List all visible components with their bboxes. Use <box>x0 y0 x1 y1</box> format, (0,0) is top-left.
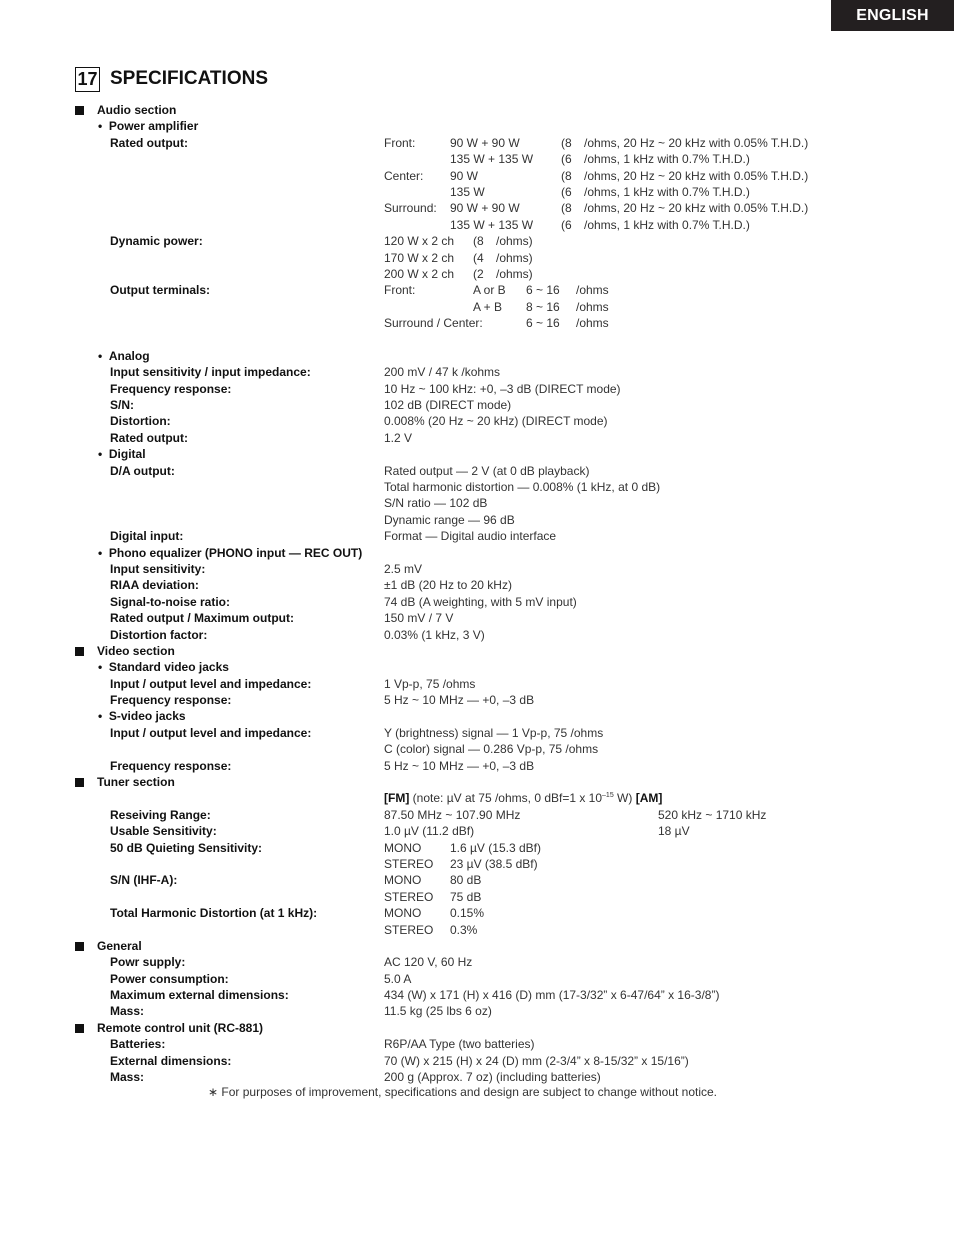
section-header-tuner: Tuner section <box>97 775 175 790</box>
section-number: 17 <box>75 67 100 92</box>
section-bullet <box>75 1024 84 1033</box>
bullet-digital: • Digital <box>98 447 146 462</box>
footnote: ∗ For purposes of improvement, specifications and design are subject to change without notice. <box>208 1085 717 1099</box>
surround-label: Surround: <box>384 201 437 216</box>
language-tab: ENGLISH <box>831 0 954 31</box>
bullet-analog: • Analog <box>98 348 150 363</box>
bullet-s-video: • S-video jacks <box>98 709 186 724</box>
front-label: Front: <box>384 135 416 150</box>
page-title: SPECIFICATIONS <box>110 68 268 89</box>
section-bullet <box>75 647 84 656</box>
dynamic-power-label: Dynamic power: <box>110 234 203 249</box>
section-header-video: Video section <box>97 643 175 658</box>
section-bullet <box>75 778 84 787</box>
fm-header: [FM] (note: µV at 75 /ohms, 0 dBf=1 x $10^{-15}$ W) [AM] <box>384 791 663 806</box>
section-header-remote: Remote control unit (RC-881) <box>97 1020 264 1035</box>
bullet-standard-video: • Standard video jacks <box>98 660 229 675</box>
page-header <box>75 66 268 92</box>
section-bullet <box>75 106 84 115</box>
specifications-list: Audio section • Power amplifier Rated output: Front: 90 W + 90 W (8 /ohms, 20 Hz ~ 20 kHz with 0.05% T.H.D.) 135 W + 135 W (6 /ohms, 1 kHz with 0.7% T.H.D.) Center: 90 W (8 /ohms, 20 Hz ~ 20 kHz with 0.05% T.H.D.) 135 W (6 /ohms, 1 kHz with 0.7% T.H.D.) Surround: 90 W + 90 W (8 /ohms, 20 Hz ~ 20 kHz with 0.05% T.H.D.) 135 W + 135 W (6 /ohms, 1 kHz with 0.7% T.H.D.) Dynamic power: 120 W x 2 ch (8 /ohms) 170 W x 2 ch (4 /ohms) 200 W x 2 ch (2 /ohms) Output terminals: Front: A or B 6 ~ 16 /ohms A + B 8 ~ 16 /ohms Surround / Center: 6 ~ 16 /ohms • Analog Input sensitivity / input impedance: 200 mV / 47 k /kohms Frequency response: 10 Hz ~ 100 kHz: +0, –3 dB (DIRECT mode) S/N: 102 dB (DIRECT mode) Distortion: 0.008% (20 Hz ~ 20 kHz) (DIRECT mode) Rated output: 1.2 V • Digital D/A output: Rated output — 2 V (at 0 dB playback) Total harmonic distortion — 0.008% (1 kHz, at 0 dB) S/N ratio — 102 dB Dynamic range — 96 dB Digital input: Format — Digital audio interface • Phono equalizer (PHONO input — REC OUT) Input sensitivity: 2.5 mV RIAA deviation: ±1 dB (20 Hz to 20 kHz) Signal-to-noise ratio: 74 dB (A weighting, with 5 mV input) Rated output / Maximum output: 150 mV / 7 V Distortion factor: 0.03% (1 kHz, 3 V) Video section • Standard video jacks Input / output level and impedance: 1 Vp-p, 75 /ohms Frequency response: 5 Hz ~ 10 MHz — +0, –3 dB • S-video jacks Input / output level and impedance: Y (brightness) signal — 1 Vp-p, 75 /ohms C (color) signal — 0.286 Vp-p, 75 /ohms Frequency response: 5 Hz ~ 10 MHz — +0, –3 dB Tuner section [FM] (note: µV at 75 /ohms, 0 dBf=1 x $10^{-15}$ W) [AM] Reseiving Range: 87.50 MHz ~ 107.90 MHz 520 kHz ~ 1710 kHz Usable Sensitivity: 1.0 µV (11.2 dBf) 18 µV 50 dB Quieting Sensitivity: MONO 1.6 µV (15.3 dBf) STEREO 23 µV (38.5 dBf) S/N (IHF-A): MONO 80 dB STEREO 75 dB Total Harmonic Distortion (at 1 kHz): MONO 0.15% STEREO 0.3% General Powr supply: AC 120 V, 60 Hz Power consumption: 5.0 A Maximum external dimensions: 434 (W) x 171 (H) x 416 (D) mm (17-3/32” x 6-47/64” x 16-3/8”) Mass: 11.5 kg (25 lbs 6 oz) Remote control unit (RC-881) Batteries: R6P/AA Type (two batteries) External dimensions: 70 (W) x 215 (H) x 24 (D) mm (2-3/4” x 8-15/32” x 15/16”) Mass: 200 g (Approx. 7 oz) (including batteries) <box>0 102 954 1085</box>
bullet-power-amplifier: • Power amplifier <box>98 119 199 134</box>
output-terminals-label: Output terminals: <box>110 283 211 298</box>
bullet-phono: • Phono equalizer (PHONO input — REC OUT) <box>98 545 363 560</box>
rated-output-label: Rated output: <box>110 135 188 150</box>
section-header-general: General <box>97 938 142 953</box>
section-bullet <box>75 942 84 951</box>
center-label: Center: <box>384 168 424 183</box>
section-header-audio: Audio section <box>97 103 177 117</box>
